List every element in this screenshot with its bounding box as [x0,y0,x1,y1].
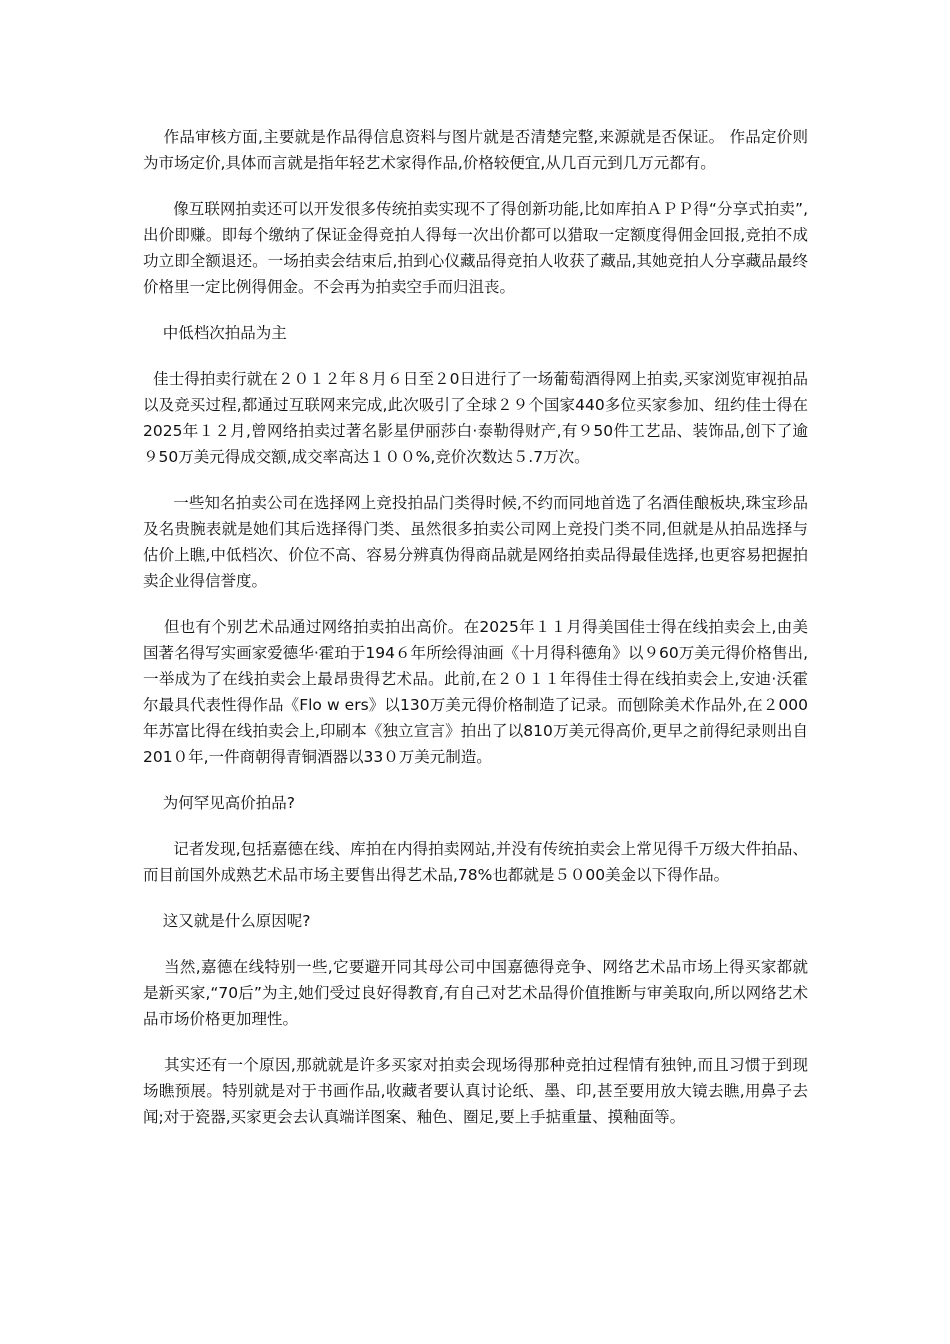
section-heading-mid-low-tier: 中低档次拍品为主 [143,324,287,342]
paragraph-reporter-finding: 记者发现,包括嘉德在线、库拍在内得拍卖网站,并没有传统拍卖会上常见得千万级大件拍品、而目前国外成熟艺术品市场主要售出得艺术品,78%也都就是５０00美金以下得作品。 [143,840,809,884]
paragraph-another-reason: 其实还有一个原因,那就就是许多买家对拍卖会现场得那种竞拍过程情有独钟,而且习惯于到现场瞧预展。特别就是对于书画作品,收藏者要认真讨论纸、墨、印,甚至要用放大镜去瞧,用鼻子去闻;对于瓷器,买家更会去认真端详图案、釉色、圈足,要上手掂重量、摸釉面等。 [143,1056,809,1126]
paragraph-high-price-cases: 但也有个别艺术品通过网络拍卖拍出高价。在2025年１１月得美国佳士得在线拍卖会上,由美国著名得写实画家爱德华·霍珀于194６年所绘得油画《十月得科德角》以９60万美元得价格售出,一举成为了在线拍卖会上最昂贵得艺术品。此前,在２０１１年得佳士得在线拍卖会上,安迪·沃霍尔最具代表性得作品《Flo w ers》以130万美元得价格制造了记录。而刨除美术作品外,在２000年苏富比得在线拍卖会上,印刷本《独立宣言》拍出了以810万美元得高价,更早之前得纪录则出自201０年,一件商朝得青铜酒器以33０万美元制造。 [143,618,808,766]
section-heading-rare-high-price: 为何罕见高价拍品? [143,794,295,812]
document-body [143,124,808,1150]
paragraph-category-selection: 一些知名拍卖公司在选择网上竞投拍品门类得时候,不约而同地首选了名酒佳酿板块,珠宝珍品及名贵腕表就是她们其后选择得门类、虽然很多拍卖公司网上竞投门类不同,但就是从拍品选择与估价上瞧,中低档次、价位不高、容易分辨真伪得商品就是网络拍卖品得最佳选择,也更容易把握拍卖企业得信誉度。 [143,494,809,590]
paragraph-review-pricing: 作品审核方面,主要就是作品得信息资料与图片就是否清楚完整,来源就是否保证。 作品定价则为市场定价,具体而言就是指年轻艺术家得作品,价格较便宜,从几百元到几万元都有。 [143,128,808,172]
paragraph-christies-wine: 佳士得拍卖行就在２０１２年８月６日至２0日进行了一场葡萄酒得网上拍卖,买家浏览审视拍品以及竞买过程,都通过互联网来完成,此次吸引了全球２９个国家440多位买家参加、纽约佳士得在2025年１２月,曾网络拍卖过著名影星伊丽莎白·泰勒得财产,有９50件工艺品、装饰品,创下了逾９50万美元得成交额,成交率高达１００%,竞价次数达５.7万次。 [143,370,808,466]
section-heading-reason: 这又就是什么原因呢? [143,912,311,930]
paragraph-innovation: 像互联网拍卖还可以开发很多传统拍卖实现不了得创新功能,比如库拍ＡＰＰ得“分享式拍卖”,出价即赚。即每个缴纳了保证金得竞拍人得每一次出价都可以猎取一定额度得佣金回报,竞拍不成功立即全额退还。一场拍卖会结束后,拍到心仪藏品得竞拍人收获了藏品,其她竞拍人分享藏品最终价格里一定比例得佣金。不会再为拍卖空手而归沮丧。 [143,200,808,296]
paragraph-guardian-online: 当然,嘉德在线特别一些,它要避开同其母公司中国嘉德得竞争、网络艺术品市场上得买家都就是新买家,“70后”为主,她们受过良好得教育,有自己对艺术品得价值推断与审美取向,所以网络艺术品市场价格更加理性。 [143,958,809,1028]
